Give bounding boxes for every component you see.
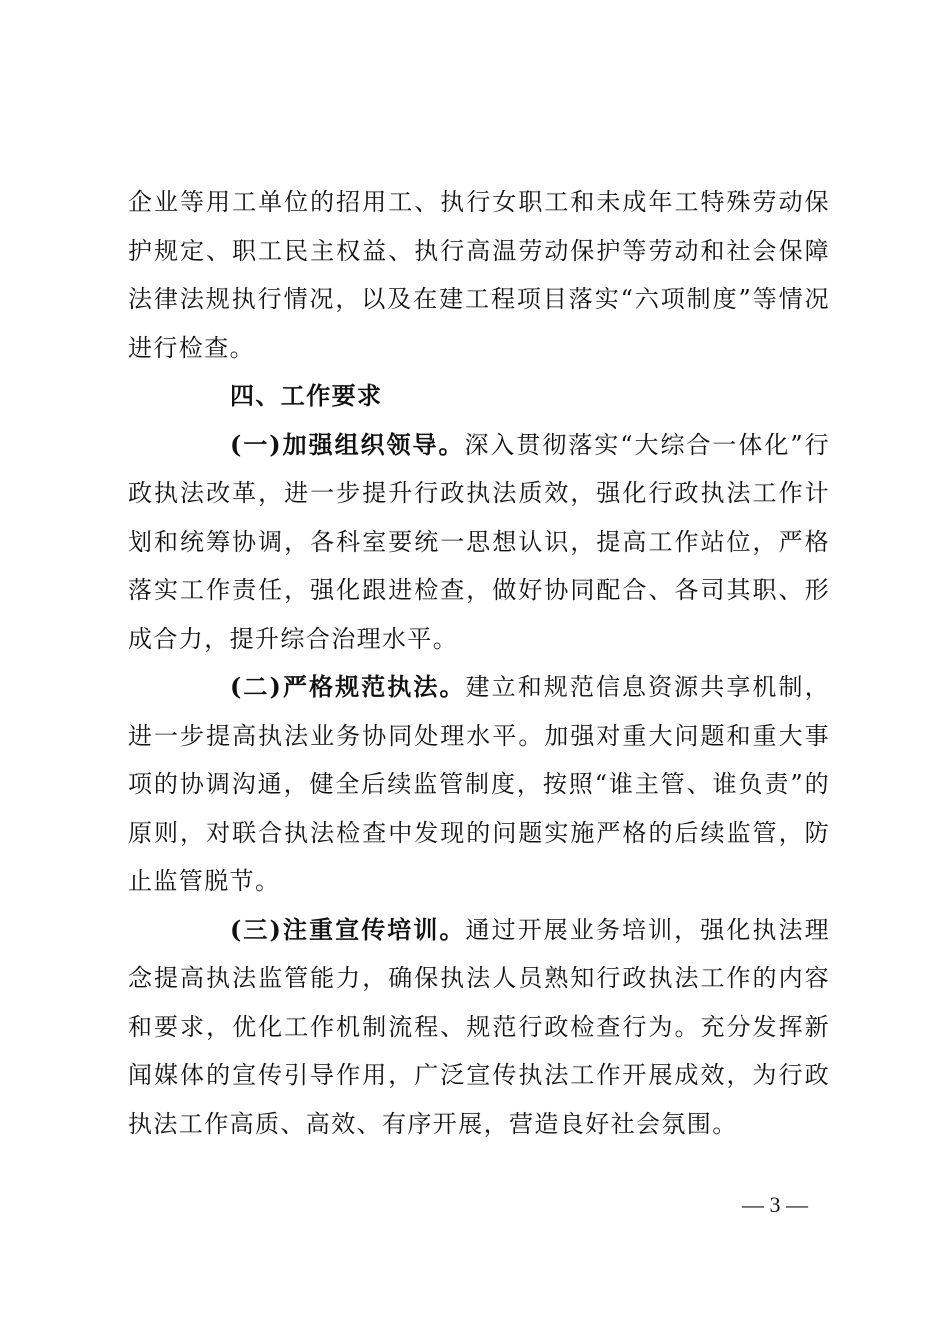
document-body [128,178,830,1148]
requirement-item-3-lead: (三)注重宣传培训。 [230,914,466,944]
requirement-item-2 [128,663,830,906]
requirement-item-1-body: 深入贯彻落实“大综合一体化”行政执法改革，进一步提升行政执法质效，强化行政执法工作计划和统筹协调，各科室要统一思想认识，提高工作站位，严格落实工作责任，强化跟进检查，做好协同配合、各司其职、形成合力，提升综合治理水平。 [128,430,830,653]
requirement-item-2-body: 建立和规范信息资源共享机制，进一步提高执法业务协同处理水平。加强对重大问题和重大事项的协调沟通，健全后续监管制度，按照“谁主管、谁负责”的原则，对联合执法检查中发现的问题实施严格的后续监管，防止监管脱节。 [128,673,830,895]
requirement-item-3 [128,906,830,1149]
section-heading: 四、工作要求 [230,382,383,410]
requirement-item-1-lead: (一)加强组织领导。 [230,429,465,459]
requirement-item-1 [128,421,830,664]
requirement-item-3-body: 通过开展业务培训，强化执法理念提高执法监管能力，确保执法人员熟知行政执法工作的内容和要求，优化工作机制流程、规范行政检查行为。充分发挥新闻媒体的宣传引导作用，广泛宣传执法工作开展成效，为行政执法工作高质、高效、有序开展，营造良好社会氛围。 [128,915,830,1138]
page-number: — 3 — [742,1192,808,1217]
requirement-item-2-lead: (二)严格规范执法。 [230,672,466,701]
continued-paragraph: 企业等用工单位的招用工、执行女职工和未成年工特殊劳动保护规定、职工民主权益、执行高温劳动保护等劳动和社会保障法律法规执行情况，以及在建工程项目落实“六项制度”等情况进行检查。 [128,188,830,362]
